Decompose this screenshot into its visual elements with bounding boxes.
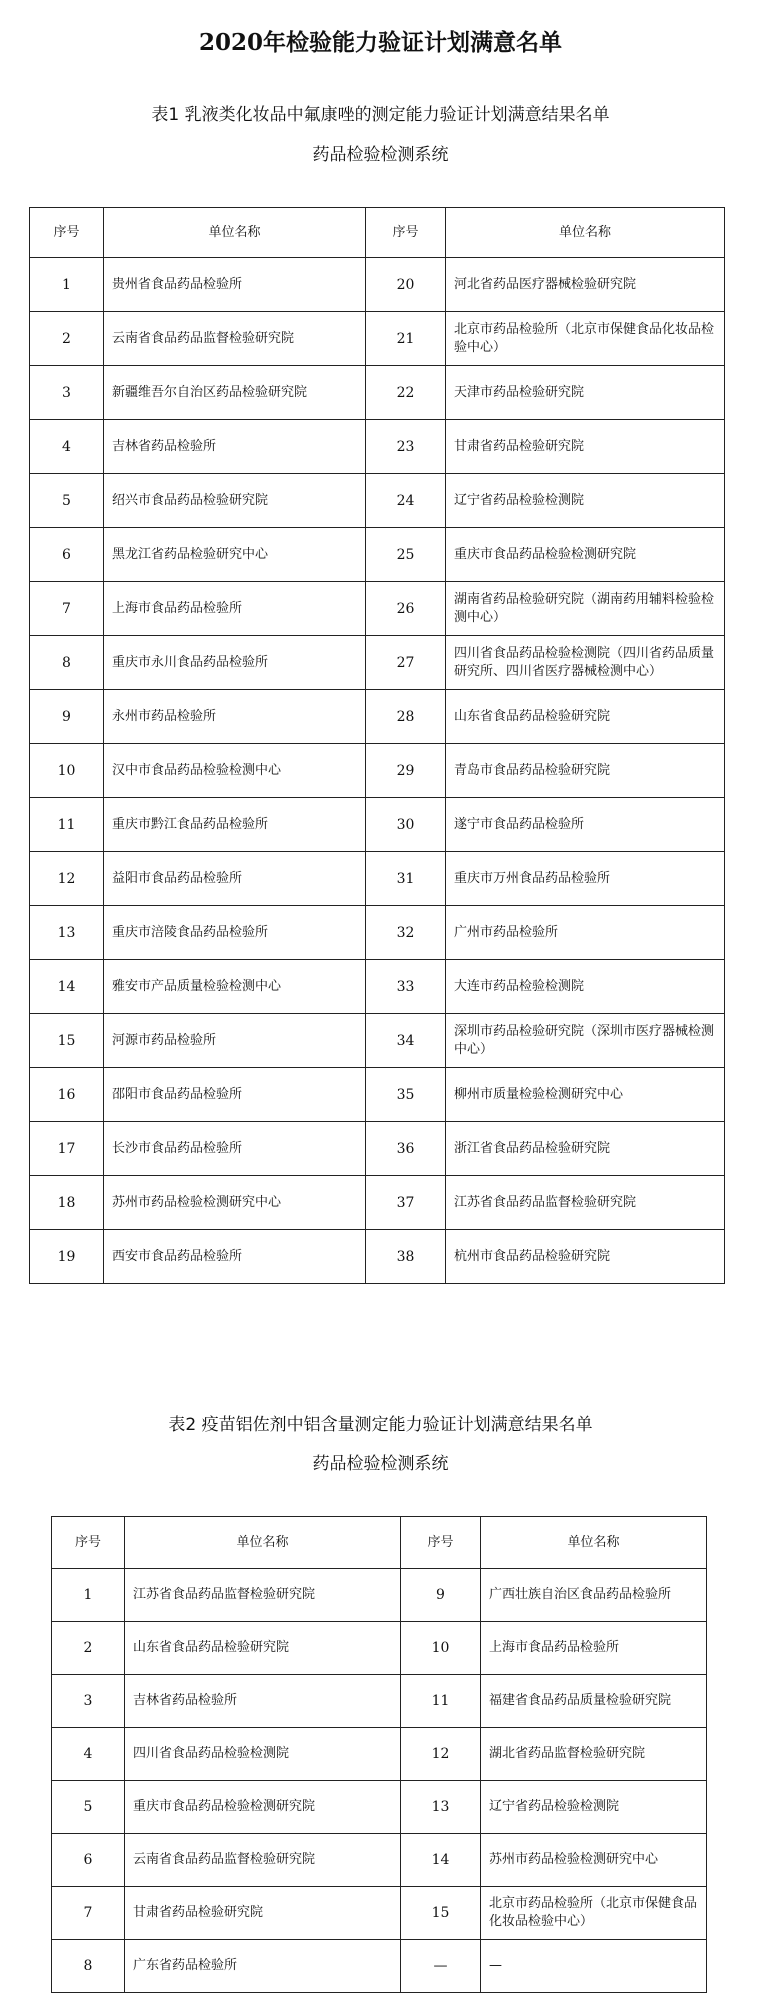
table-row — [52, 1887, 707, 1940]
unit-name-cell: 雅安市产品质量检验检测中心 — [104, 960, 366, 1014]
unit-name-cell: 湖南省药品检验研究院（湖南药用辅料检验检测中心） — [446, 582, 725, 636]
index-cell: 8 — [30, 636, 104, 690]
unit-name-cell: 江苏省食品药品监督检验研究院 — [125, 1569, 401, 1622]
table-row — [52, 1940, 707, 1993]
table-row — [30, 1068, 725, 1122]
unit-name-cell: 甘肃省药品检验研究院 — [446, 420, 725, 474]
unit-name-cell: 福建省食品药品质量检验研究院 — [481, 1675, 707, 1728]
page-title: 2020年检验能力验证计划满意名单 — [198, 29, 562, 56]
unit-name-cell: 甘肃省药品检验研究院 — [125, 1887, 401, 1940]
unit-name-cell: 益阳市食品药品检验所 — [104, 852, 366, 906]
unit-name-cell: 重庆市永川食品药品检验所 — [104, 636, 366, 690]
unit-name-cell: 永州市药品检验所 — [104, 690, 366, 744]
unit-name-cell: 贵州省食品药品检验所 — [104, 258, 366, 312]
unit-name-cell: 汉中市食品药品检验检测中心 — [104, 744, 366, 798]
index-cell: 21 — [366, 312, 446, 366]
table-row — [30, 366, 725, 420]
unit-name-cell: 重庆市食品药品检验检测研究院 — [125, 1781, 401, 1834]
table-row — [52, 1675, 707, 1728]
index-cell: — — [401, 1940, 481, 1993]
index-cell: 6 — [30, 528, 104, 582]
index-cell: 9 — [30, 690, 104, 744]
index-cell: 18 — [30, 1176, 104, 1230]
unit-name-cell: 四川省食品药品检验检测院（四川省药品质量研究所、四川省医疗器械检测中心） — [446, 636, 725, 690]
unit-name-cell: 江苏省食品药品监督检验研究院 — [446, 1176, 725, 1230]
index-cell: 12 — [30, 852, 104, 906]
unit-name-cell: 重庆市黔江食品药品检验所 — [104, 798, 366, 852]
unit-name-cell: 辽宁省药品检验检测院 — [481, 1781, 707, 1834]
unit-name-cell: 黑龙江省药品检验研究中心 — [104, 528, 366, 582]
index-cell: 29 — [366, 744, 446, 798]
table-row — [30, 690, 725, 744]
table-row — [52, 1569, 707, 1622]
index-cell: 23 — [366, 420, 446, 474]
index-cell: 5 — [30, 474, 104, 528]
index-cell: 2 — [52, 1622, 125, 1675]
unit-name-cell: 云南省食品药品监督检验研究院 — [125, 1834, 401, 1887]
index-cell: 17 — [30, 1122, 104, 1176]
index-cell: 9 — [401, 1569, 481, 1622]
table-row — [52, 1622, 707, 1675]
table-row — [52, 1834, 707, 1887]
unit-name-cell: 重庆市万州食品药品检验所 — [446, 852, 725, 906]
index-cell: 6 — [52, 1834, 125, 1887]
index-cell: 10 — [401, 1622, 481, 1675]
index-cell: 5 — [52, 1781, 125, 1834]
index-cell: 12 — [401, 1728, 481, 1781]
index-cell: 7 — [52, 1887, 125, 1940]
index-cell: 25 — [366, 528, 446, 582]
unit-name-cell: 广东省药品检验所 — [125, 1940, 401, 1993]
index-cell: 33 — [366, 960, 446, 1014]
unit-name-cell: 广西壮族自治区食品药品检验所 — [481, 1569, 707, 1622]
unit-name-cell: 新疆维吾尔自治区药品检验研究院 — [104, 366, 366, 420]
table-header-row — [52, 1517, 707, 1569]
table-row — [30, 798, 725, 852]
table2-caption: 表2 疫苗铝佐剂中铝含量测定能力验证计划满意结果名单 — [168, 1415, 593, 1435]
unit-name-cell: 重庆市涪陵食品药品检验所 — [104, 906, 366, 960]
table-row — [30, 420, 725, 474]
unit-name-cell: 重庆市食品药品检验检测研究院 — [446, 528, 725, 582]
unit-name-cell: 青岛市食品药品检验研究院 — [446, 744, 725, 798]
unit-name-cell: 长沙市食品药品检验所 — [104, 1122, 366, 1176]
header-unit-name: 单位名称 — [446, 208, 725, 258]
table-row — [52, 1728, 707, 1781]
table-row — [30, 1122, 725, 1176]
table2-body — [52, 1569, 707, 1993]
unit-name-cell: 河源市药品检验所 — [104, 1014, 366, 1068]
header-unit-name: 单位名称 — [125, 1517, 401, 1569]
header-unit-name: 单位名称 — [104, 208, 366, 258]
index-cell: 15 — [401, 1887, 481, 1940]
index-cell: 13 — [401, 1781, 481, 1834]
unit-name-cell: 北京市药品检验所（北京市保健食品化妆品检验中心） — [446, 312, 725, 366]
unit-name-cell: 邵阳市食品药品检验所 — [104, 1068, 366, 1122]
index-cell: 2 — [30, 312, 104, 366]
unit-name-cell: 苏州市药品检验检测研究中心 — [104, 1176, 366, 1230]
index-cell: 7 — [30, 582, 104, 636]
table2 — [51, 1516, 707, 1993]
table-row — [30, 582, 725, 636]
index-cell: 1 — [52, 1569, 125, 1622]
header-index: 序号 — [30, 208, 104, 258]
index-cell: 4 — [52, 1728, 125, 1781]
table-row — [30, 636, 725, 690]
index-cell: 37 — [366, 1176, 446, 1230]
unit-name-cell: 上海市食品药品检验所 — [104, 582, 366, 636]
unit-name-cell: 大连市药品检验检测院 — [446, 960, 725, 1014]
index-cell: 32 — [366, 906, 446, 960]
unit-name-cell: — — [481, 1940, 707, 1993]
table-row — [30, 474, 725, 528]
index-cell: 26 — [366, 582, 446, 636]
index-cell: 20 — [366, 258, 446, 312]
header-index: 序号 — [401, 1517, 481, 1569]
index-cell: 19 — [30, 1230, 104, 1284]
header-unit-name: 单位名称 — [481, 1517, 707, 1569]
unit-name-cell: 云南省食品药品监督检验研究院 — [104, 312, 366, 366]
table-row — [30, 528, 725, 582]
index-cell: 13 — [30, 906, 104, 960]
table-row — [30, 312, 725, 366]
index-cell: 4 — [30, 420, 104, 474]
index-cell: 1 — [30, 258, 104, 312]
unit-name-cell: 山东省食品药品检验研究院 — [446, 690, 725, 744]
unit-name-cell: 北京市药品检验所（北京市保健食品化妆品检验中心） — [481, 1887, 707, 1940]
table-row — [30, 744, 725, 798]
table-row — [30, 258, 725, 312]
table-row — [52, 1781, 707, 1834]
index-cell: 3 — [30, 366, 104, 420]
index-cell: 14 — [30, 960, 104, 1014]
unit-name-cell: 广州市药品检验所 — [446, 906, 725, 960]
index-cell: 27 — [366, 636, 446, 690]
unit-name-cell: 遂宁市食品药品检验所 — [446, 798, 725, 852]
unit-name-cell: 山东省食品药品检验研究院 — [125, 1622, 401, 1675]
index-cell: 3 — [52, 1675, 125, 1728]
index-cell: 11 — [30, 798, 104, 852]
index-cell: 34 — [366, 1014, 446, 1068]
index-cell: 36 — [366, 1122, 446, 1176]
index-cell: 31 — [366, 852, 446, 906]
index-cell: 35 — [366, 1068, 446, 1122]
unit-name-cell: 绍兴市食品药品检验研究院 — [104, 474, 366, 528]
unit-name-cell: 天津市药品检验研究院 — [446, 366, 725, 420]
table-row — [30, 906, 725, 960]
unit-name-cell: 杭州市食品药品检验研究院 — [446, 1230, 725, 1284]
index-cell: 14 — [401, 1834, 481, 1887]
table1-caption: 表1 乳液类化妆品中氟康唑的测定能力验证计划满意结果名单 — [151, 105, 610, 125]
header-index: 序号 — [52, 1517, 125, 1569]
table-row — [30, 1176, 725, 1230]
unit-name-cell: 西安市食品药品检验所 — [104, 1230, 366, 1284]
unit-name-cell: 上海市食品药品检验所 — [481, 1622, 707, 1675]
unit-name-cell: 柳州市质量检验检测研究中心 — [446, 1068, 725, 1122]
table-row — [30, 852, 725, 906]
unit-name-cell: 四川省食品药品检验检测院 — [125, 1728, 401, 1781]
table1 — [29, 207, 725, 1284]
unit-name-cell: 河北省药品医疗器械检验研究院 — [446, 258, 725, 312]
index-cell: 10 — [30, 744, 104, 798]
table-row — [30, 1014, 725, 1068]
unit-name-cell: 辽宁省药品检验检测院 — [446, 474, 725, 528]
unit-name-cell: 苏州市药品检验检测研究中心 — [481, 1834, 707, 1887]
table1-system: 药品检验检测系统 — [312, 145, 449, 165]
unit-name-cell: 深圳市药品检验研究院（深圳市医疗器械检测中心） — [446, 1014, 725, 1068]
table2-system: 药品检验检测系统 — [312, 1454, 449, 1474]
table-header-row — [30, 208, 725, 258]
table-row — [30, 960, 725, 1014]
index-cell: 15 — [30, 1014, 104, 1068]
table-row — [30, 1230, 725, 1284]
header-index: 序号 — [366, 208, 446, 258]
index-cell: 28 — [366, 690, 446, 744]
index-cell: 38 — [366, 1230, 446, 1284]
unit-name-cell: 吉林省药品检验所 — [104, 420, 366, 474]
index-cell: 11 — [401, 1675, 481, 1728]
unit-name-cell: 浙江省食品药品检验研究院 — [446, 1122, 725, 1176]
unit-name-cell: 吉林省药品检验所 — [125, 1675, 401, 1728]
index-cell: 8 — [52, 1940, 125, 1993]
index-cell: 24 — [366, 474, 446, 528]
unit-name-cell: 湖北省药品监督检验研究院 — [481, 1728, 707, 1781]
index-cell: 30 — [366, 798, 446, 852]
index-cell: 16 — [30, 1068, 104, 1122]
index-cell: 22 — [366, 366, 446, 420]
table1-body — [30, 258, 725, 1284]
